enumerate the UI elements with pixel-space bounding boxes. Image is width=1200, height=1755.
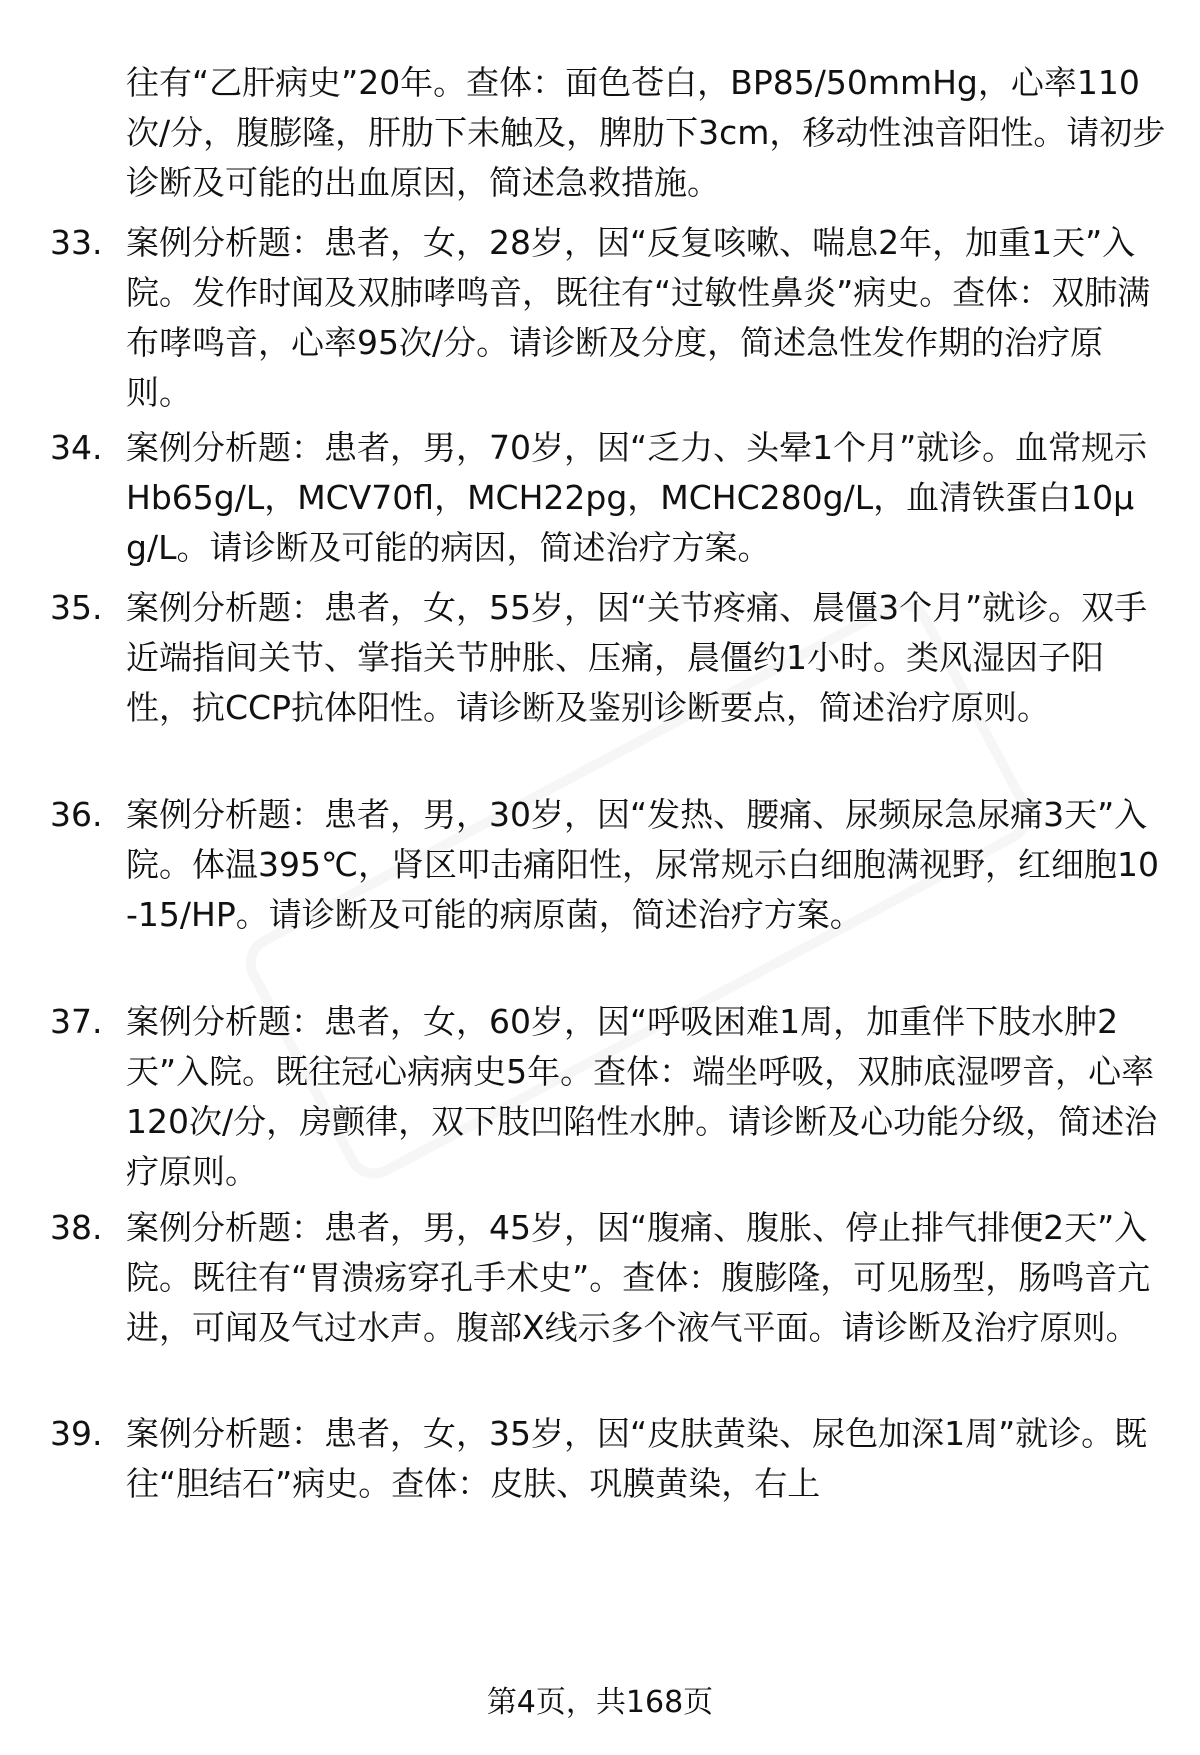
question-item — [50, 423, 1170, 573]
question-number: 35. — [50, 588, 103, 627]
question-number: 37. — [50, 1002, 103, 1041]
question-number: 38. — [50, 1208, 103, 1247]
question-text: 案例分析题：患者，男，45岁，因“腹痛、腹胀、停止排气排便2天”入院。既往有“胃溃疡穿孔手术史”。查体：腹膨隆，可见肠型，肠鸣音亢进，可闻及气过水声。腹部X线示多个液气平面。请诊断及治疗原则。 — [126, 1208, 1151, 1347]
question-number: 36. — [50, 795, 103, 834]
question-text: 案例分析题：患者，男，30岁，因“发热、腰痛、尿频尿急尿痛3天”入院。体温395℃，肾区叩击痛阳性，尿常规示白细胞满视野，红细胞10-15/HP。请诊断及可能的病原菌，简述治疗方案。 — [126, 795, 1160, 934]
page-footer: 第4页，共168页 — [486, 1685, 714, 1720]
question-item — [50, 997, 1170, 1197]
question-text: 案例分析题：患者，男，70岁，因“乏力、头晕1个月”就诊。血常规示Hb65g/L，MCV70fl，MCH22pg，MCHC280g/L，血清铁蛋白10μg/L。请诊断及可能的病因，简述治疗方案。 — [126, 428, 1148, 567]
question-number: 33. — [50, 223, 103, 262]
question-text: 案例分析题：患者，女，60岁，因“呼吸困难1周，加重伴下肢水肿2天”入院。既往冠心病病史5年。查体：端坐呼吸，双肺底湿啰音，心率120次/分，房颤律，双下肢凹陷性水肿。请诊断及心功能分级，简述治疗原则。 — [126, 1002, 1158, 1191]
question-number: 39. — [50, 1414, 103, 1453]
question-item — [50, 583, 1170, 733]
question-text: 案例分析题：患者，女，28岁，因“反复咳嗽、喘息2年，加重1天”入院。发作时闻及双肺哮鸣音，既往有“过敏性鼻炎”病史。查体：双肺满布哮鸣音，心率95次/分。请诊断及分度，简述急性发作期的治疗原则。 — [126, 223, 1151, 412]
question-item — [50, 1203, 1170, 1353]
question-item — [50, 218, 1170, 418]
continued-paragraph: 往有“乙肝病史”20年。查体：面色苍白，BP85/50mmHg，心率110次/分，腹膨隆，肝肋下未触及，脾肋下3cm，移动性浊音阳性。请初步诊断及可能的出血原因，简述急救措施。 — [126, 63, 1166, 202]
question-number: 34. — [50, 428, 103, 467]
question-text: 案例分析题：患者，女，35岁，因“皮肤黄染、尿色加深1周”就诊。既往“胆结石”病史。查体：皮肤、巩膜黄染，右上 — [126, 1414, 1148, 1503]
question-text: 案例分析题：患者，女，55岁，因“关节疼痛、晨僵3个月”就诊。双手近端指间关节、掌指关节肿胀、压痛，晨僵约1小时。类风湿因子阳性，抗CCP抗体阳性。请诊断及鉴别诊断要点，简述治疗原则。 — [126, 588, 1148, 727]
question-item — [50, 790, 1170, 940]
question-item — [50, 1409, 1170, 1509]
